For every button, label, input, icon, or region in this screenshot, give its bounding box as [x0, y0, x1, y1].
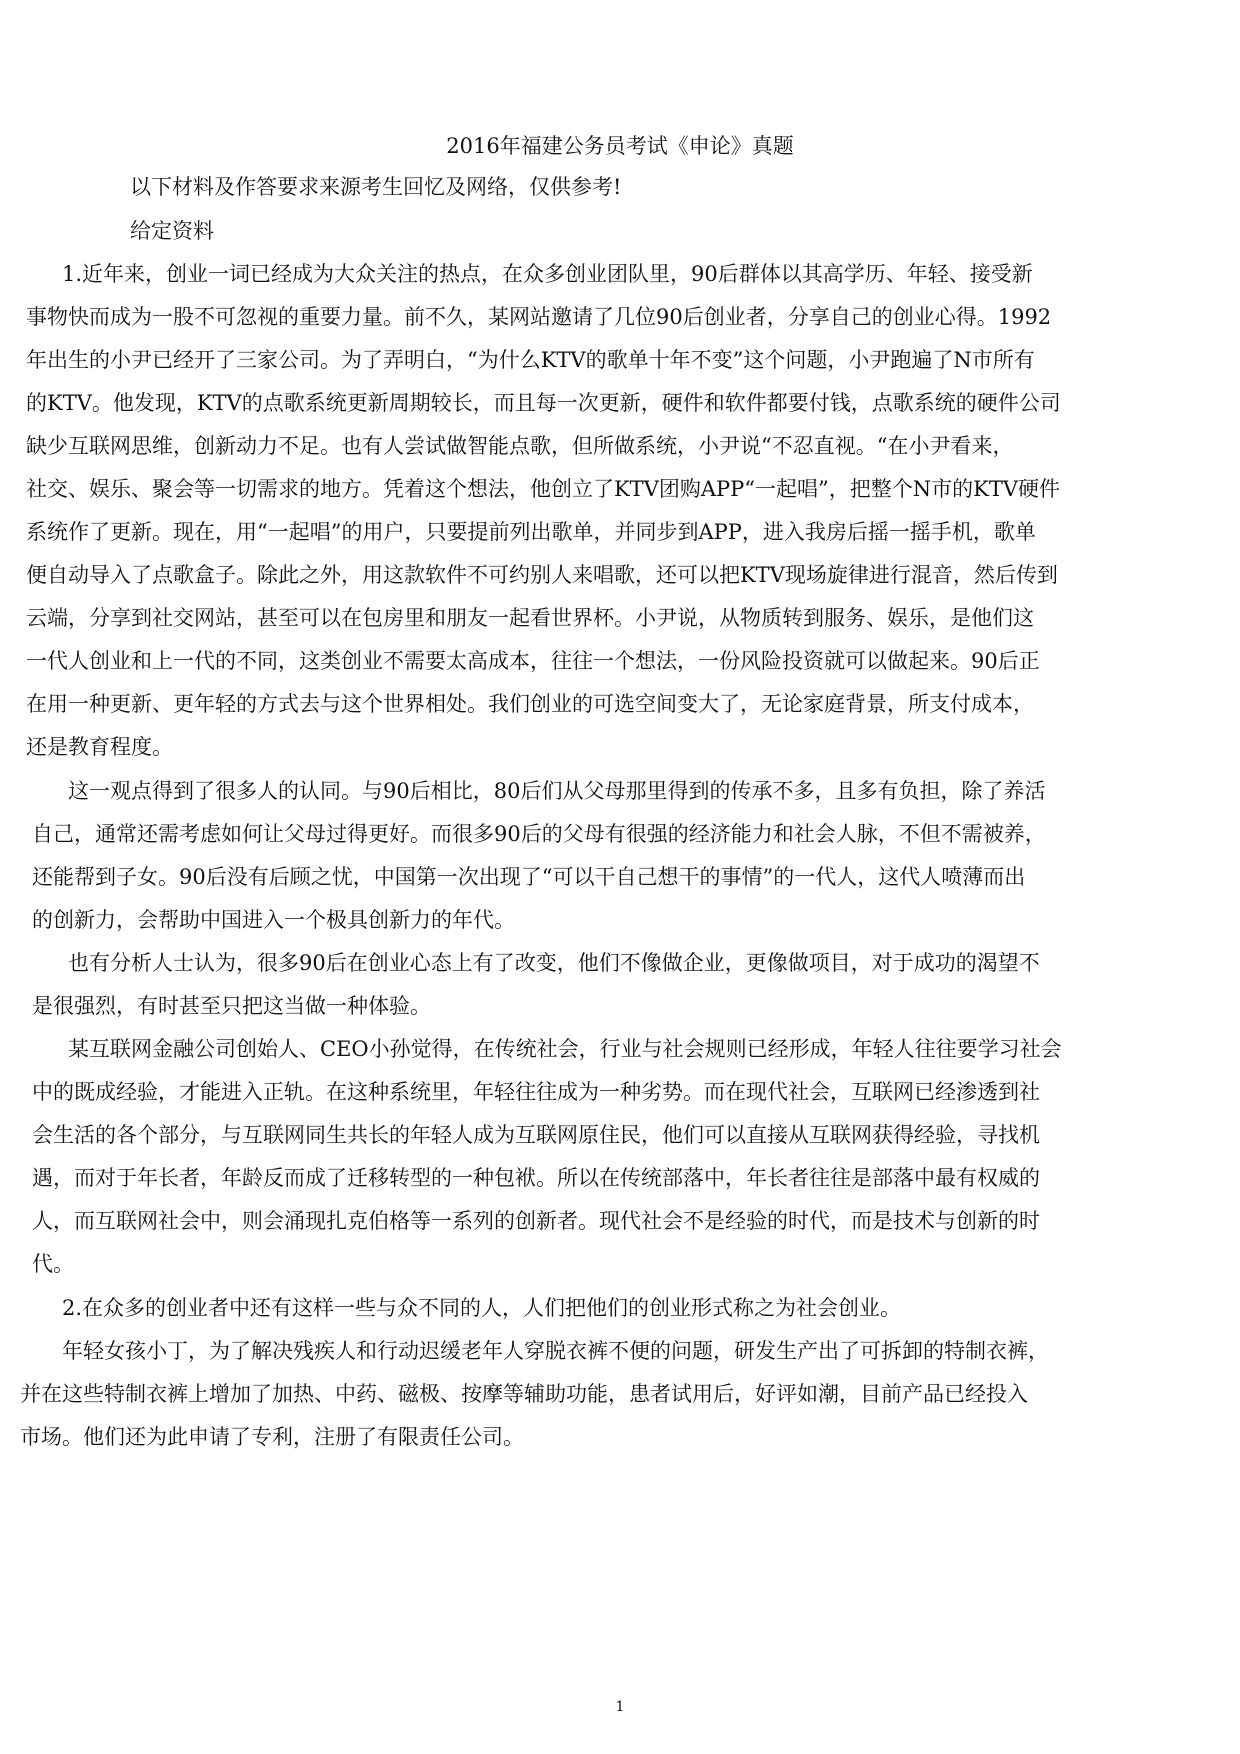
text-line: 是很强烈，有时甚至只把这当做一种体验。 [32, 994, 431, 1018]
text-line: 会生活的各个部分，与互联网同生共长的年轻人成为互联网原住民，他们可以直接从互联网获得经验，寻找机 [32, 1123, 1040, 1147]
text-line: 市场。他们还为此申请了专利，注册了有限责任公司。 [20, 1425, 524, 1449]
text-line: 年出生的小尹已经开了三家公司。为了弄明白，“为什么KTV的歌单十年不变”这个问题，小尹跑遍了N市所有 [26, 348, 1035, 372]
page-number: 1 [615, 1699, 625, 1715]
text-line: 一代人创业和上一代的不同，这类创业不需要太高成本，往往一个想法，一份风险投资就可以做起来。90后正 [26, 649, 1040, 673]
text-line: 自己，通常还需考虑如何让父母过得更好。而很多90后的父母有很强的经济能力和社会人脉，不但不需被养， [32, 822, 1046, 846]
text-line: 并在这些特制衣裤上增加了加热、中药、磁极、按摩等辅助功能，患者试用后，好评如潮，目前产品已经投入 [20, 1382, 1028, 1406]
text-line: 也有分析人士认为，很多90后在创业心态上有了改变，他们不像做企业，更像做项目，对于成功的渴望不 [68, 951, 1040, 975]
text-line: 的KTV。他发现，KTV的点歌系统更新周期较长，而且每一次更新，硬件和软件都要付钱，点歌系统的硬件公司 [26, 391, 1061, 415]
text-line: 系统作了更新。现在，用“一起唱”的用户，只要提前列出歌单，并同步到APP，进入我房后摇一摇手机，歌单 [26, 520, 1036, 544]
text-line: 给定资料 [130, 219, 214, 243]
text-line: 以下材料及作答要求来源考生回忆及网络，仅供参考! [130, 175, 622, 199]
text-line: 还是教育程度。 [26, 735, 173, 759]
text-line: 这一观点得到了很多人的认同。与90后相比，80后们从父母那里得到的传承不多，且多有负担，除了养活 [68, 779, 1046, 803]
text-line: 便自动导入了点歌盒子。除此之外，用这款软件不可约别人来唱歌，还可以把KTV现场旋律进行混音，然后传到 [26, 563, 1058, 587]
text-line: 社交、娱乐、聚会等一切需求的地方。凭着这个想法，他创立了KTV团购APP“一起唱”，把整个N市的KTV硬件 [26, 477, 1060, 501]
text-line: 的创新力，会帮助中国进入一个极具创新力的年代。 [32, 908, 515, 932]
text-line: 还能帮到子女。90后没有后顾之忧，中国第一次出现了“可以干自己想干的事情”的一代人，这代人喷薄而出 [32, 865, 1026, 889]
text-line: 中的既成经验，才能进入正轨。在这种系统里，年轻往往成为一种劣势。而在现代社会，互联网已经渗透到社 [32, 1080, 1040, 1104]
text-line: 1.近年来，创业一词已经成为大众关注的热点，在众多创业团队里，90后群体以其高学历、年轻、接受新 [62, 262, 1033, 286]
text-line: 某互联网金融公司创始人、CEO小孙觉得，在传统社会，行业与社会规则已经形成，年轻人往往要学习社会 [68, 1037, 1062, 1061]
text-line: 代。 [32, 1252, 74, 1276]
text-line: 缺少互联网思维，创新动力不足。也有人尝试做智能点歌，但所做系统，小尹说“不忍直视。“在小尹看来， [26, 434, 1014, 458]
text-line: 云端，分享到社交网站，甚至可以在包房里和朋友一起看世界杯。小尹说，从物质转到服务、娱乐，是他们这 [26, 606, 1034, 630]
text-line: 遇，而对于年长者，年龄反而成了迁移转型的一种包袱。所以在传统部落中，年长者往往是部落中最有权威的 [32, 1166, 1040, 1190]
text-line: 2.在众多的创业者中还有这样一些与众不同的人，人们把他们的创业形式称之为社会创业。 [62, 1296, 902, 1320]
text-line: 年轻女孩小丁，为了解决残疾人和行动迟缓老年人穿脱衣裤不便的问题，研发生产出了可拆卸的特制衣裤， [62, 1339, 1049, 1363]
text-line: 人，而互联网社会中，则会涌现扎克伯格等一系列的创新者。现代社会不是经验的时代，而是技术与创新的时 [32, 1209, 1040, 1233]
text-line: 事物快而成为一股不可忽视的重要力量。前不久，某网站邀请了几位90后创业者，分享自己的创业心得。1992 [26, 305, 1052, 329]
text-line: 在用一种更新、更年轻的方式去与这个世界相处。我们创业的可选空间变大了，无论家庭背景，所支付成本， [26, 692, 1034, 716]
document-title: 2016年福建公务员考试《申论》真题 [446, 134, 794, 158]
